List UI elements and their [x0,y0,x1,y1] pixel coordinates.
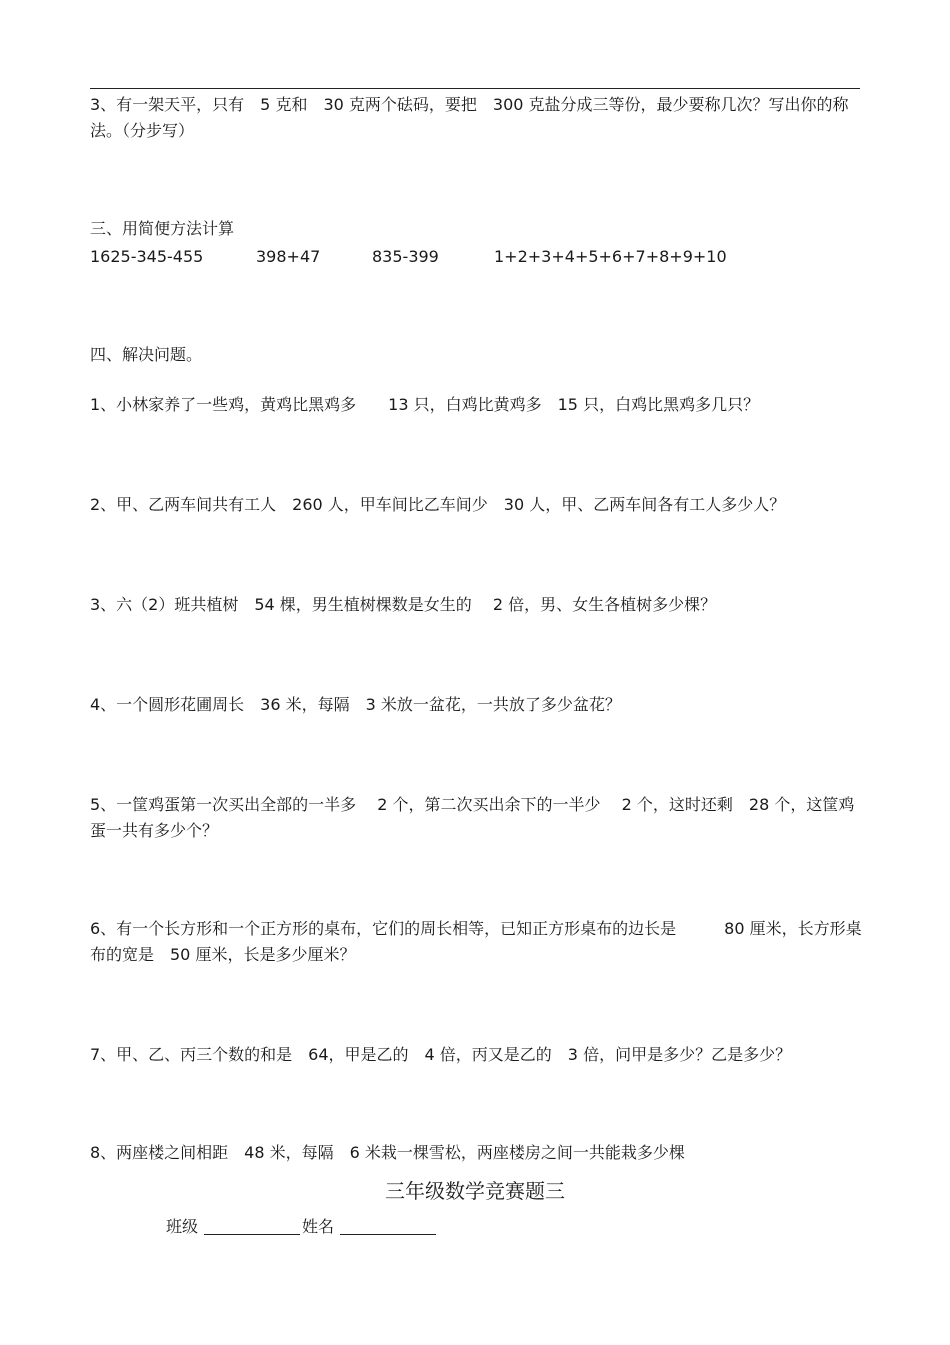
calc-item-1: 1625-345-455 [90,247,204,266]
problem-3: 3、六（2）班共植树 54 棵，男生植树棵数是女生的 2 倍，男、女生各植树多少棵？ [90,595,717,614]
problem-6: 6、有一个长方形和一个正方形的桌布，它们的周长相等，已知正方形桌布的边长是 80 厘米，长方形桌布的宽是 50 厘米，长是多少厘米？ [90,919,862,964]
problem-5: 5、一筐鸡蛋第一次买出全部的一半多 2 个，第二次买出余下的一半少 2 个，这时还剩 28 个，这筐鸡蛋一共有多少个？ [90,795,855,840]
section-4-heading: 四、解决问题。 [90,345,203,364]
problem-7: 7、甲、乙、丙三个数的和是 64，甲是乙的 4 倍，丙又是乙的 3 倍，问甲是多少？乙是多少？ [90,1045,792,1064]
problem-1: 1、小林家养了一些鸡，黄鸡比黑鸡多 13 只，白鸡比黄鸡多 15 只，白鸡比黑鸡多几只？ [90,395,760,414]
class-blank [204,1216,300,1235]
calc-item-2: 398+47 [256,247,321,266]
problem-4: 4、一个圆形花圃周长 36 米，每隔 3 米放一盆花，一共放了多少盆花？ [90,695,621,714]
student-info-line [166,1214,438,1240]
page-title: 三年级数学竞赛题三 [385,1179,565,1203]
name-label: 姓名 [302,1217,335,1236]
problem-2: 2、甲、乙两车间共有工人 260 人，甲车间比乙车间少 30 人，甲、乙两车间各有工人多少人？ [90,495,786,514]
name-blank [340,1216,436,1235]
calc-item-4: 1+2+3+4+5+6+7+8+9+10 [494,247,727,266]
calc-item-3: 835-399 [372,247,439,266]
question-3-balance: 3、有一架天平，只有 5 克和 30 克两个砝码，要把 300 克盐分成三等份，最少要称几次？写出你的称法。（分步写） [90,95,849,140]
section-3-heading: 三、用简便方法计算 [90,219,235,238]
problem-8: 8、两座楼之间相距 48 米，每隔 6 米栽一棵雪松，两座楼房之间一共能栽多少棵 [90,1143,685,1162]
class-label: 班级 [166,1217,199,1236]
top-divider [90,88,860,89]
calc-row [0,244,950,270]
